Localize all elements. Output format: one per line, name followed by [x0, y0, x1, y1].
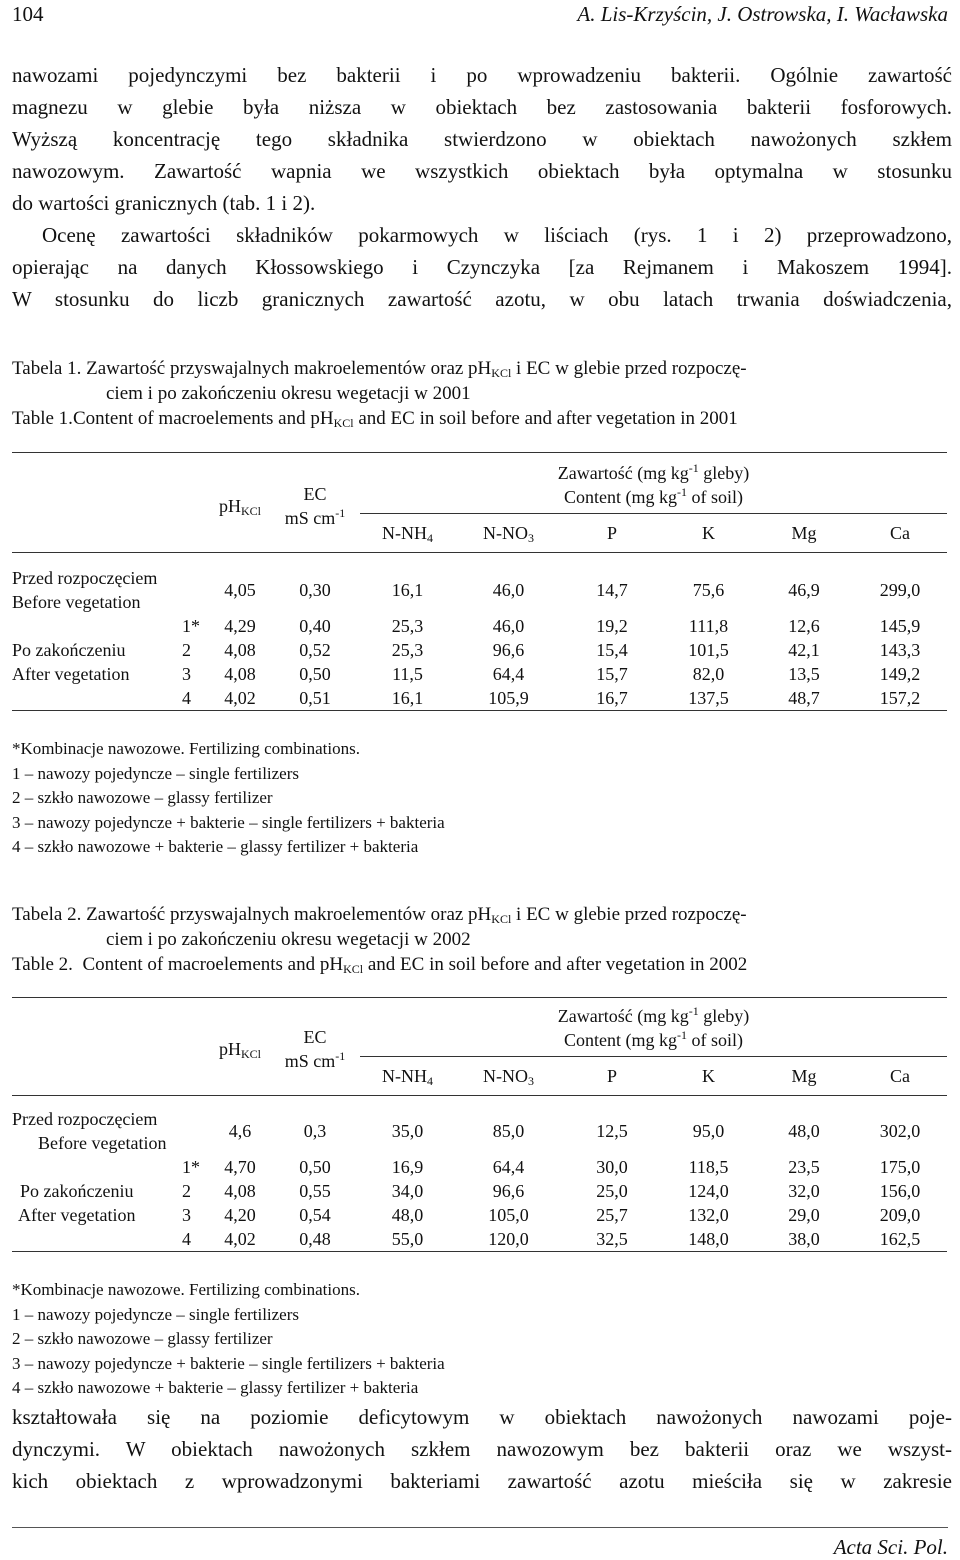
table-row: 4 4,02 0,48 55,0 120,0 32,5 148,0 38,0 162,5 [12, 1227, 947, 1252]
table1 [12, 452, 947, 711]
ph-header: $pH_{KCl}$ [218, 496, 261, 519]
text-line: kich obiektach z wprowadzonymi bakteriami zawartość azotu mieściła się w zakresie [12, 1469, 952, 1493]
table-row: Po zakończeniu 2 4,08 0,55 34,0 96,6 25,0 124,0 32,0 156,0 [12, 1179, 947, 1203]
table-row: 1* 4,29 0,40 25,3 46,0 19,2 111,8 12,6 145,9 [182, 616, 921, 636]
col-ca: Ca [890, 522, 910, 543]
text-line: Ocenę zawartości składników pokarmowych w liściach (rys. 1 i 2) przeprowadzono, [42, 223, 952, 247]
header-row-cols [12, 514, 947, 553]
table-row [12, 552, 947, 566]
text-line: nawozami pojedynczymi bez bakterii i po wprowadzeniu bakterii. Ogólnie zawartość [12, 63, 952, 87]
row-label-after: Po zakończeniu [20, 1181, 134, 1201]
col-p: P [606, 522, 617, 543]
row-label-before: Przed rozpoczęciem Before vegetation [12, 568, 158, 612]
table-row [12, 1095, 947, 1107]
ec-header: EC mS $cm^{-1}$ [284, 1027, 346, 1072]
text-line: nawozowym. Zawartość wapnia we wszystkich obiektach była optymalna w stosunku [12, 159, 952, 183]
col-p: P [606, 1065, 617, 1086]
col-mg: Mg [791, 522, 817, 543]
footer-divider [12, 1527, 948, 1528]
table2-caption [12, 902, 952, 977]
ph-header: $pH_{KCl}$ [218, 1039, 261, 1062]
ec-header: EC mS $cm^{-1}$ [284, 484, 346, 529]
table-row: After vegetation 3 4,20 0,54 48,0 105,0 25,7 132,0 29,0 209,0 [18, 1205, 921, 1225]
content-header: Zawartość (mg $kg^{-1}$ gleby) Content (mg $kg^{-1}$ of soil) [360, 461, 947, 514]
table-row-before: Przed rozpoczęciem Before vegetation 4,05 0,30 16,1 46,0 14,7 75,6 46,9 299,0 [12, 568, 921, 612]
running-authors: A. Lis-Krzyścin, J. Ostrowska, I. Wacławska [577, 2, 948, 26]
col-mg: Mg [791, 1065, 817, 1086]
table-row: 4 4,02 0,51 16,1 105,9 16,7 137,5 48,7 157,2 [12, 686, 947, 711]
table2-notes: *Kombinacje nawozowe. Fertilizing combinations. 1 – nawozy pojedyncze – single fertilizers 2 – szkło nawozowe – glassy fertilizer 3 – nawozy pojedyncze + bakterie – single fertilizers + bakteria 4 – szkło nawozowe + bakterie – glassy fertilizer + bakteria [12, 1280, 445, 1397]
closing-text [12, 1401, 952, 1497]
table-row: 1* 4,70 0,50 16,9 64,4 30,0 118,5 23,5 175,0 [182, 1157, 921, 1177]
col-ca: Ca [890, 1065, 910, 1086]
table2 [12, 997, 947, 1252]
header-row-cols [12, 1057, 947, 1096]
header-row-top [12, 461, 947, 514]
table1-notes: *Kombinacje nawozowe. Fertilizing combinations. 1 – nawozy pojedyncze – single fertilizers 2 – szkło nawozowe – glassy fertilizer 3 – nawozy pojedyncze + bakterie – single fertilizers + bakteria 4 – szkło nawozowe + bakterie – glassy fertilizer + bakteria [12, 739, 445, 856]
table-row: After vegetation 3 4,08 0,50 11,5 64,4 15,7 82,0 13,5 149,2 [12, 664, 921, 684]
page-number: 104 [12, 2, 44, 26]
caption-pl-cont: ciem i po zakończeniu okresu wegetacji w 2001 [106, 383, 471, 404]
journal-name: Acta Sci. Pol. [833, 1535, 948, 1559]
col-nnh4: $N-NH_4$ [382, 522, 433, 545]
row-label-before: Przed rozpoczęciem Before vegetation [12, 1109, 167, 1153]
content-header: Zawartość (mg $kg^{-1}$ gleby) Content (mg $kg^{-1}$ of soil) [360, 1004, 947, 1057]
text-line: do wartości granicznych (tab. 1 i 2). [12, 191, 316, 215]
caption-en: Table 1.Content of macroelements and $pH_{KCl}$ and EC in soil before and after vegetation in 2001 [12, 408, 738, 430]
caption-en: Table 2. Content of macroelements and $pH_{KCl}$ and EC in soil before and after vegetation in 2002 [12, 954, 748, 976]
col-nno3: $N-NO_3$ [483, 522, 534, 545]
running-header [12, 2, 948, 28]
header-row [12, 453, 947, 462]
col-k: K [702, 1065, 715, 1086]
table-row-before: Przed rozpoczęciem Before vegetation 4,6 0,3 35,0 85,0 12,5 95,0 48,0 302,0 [12, 1109, 921, 1153]
text-line: Wyższą koncentrację tego składnika stwierdzono w obiektach nawożonych szkłem [12, 127, 952, 151]
caption-pl: Tabela 1. Zawartość przyswajalnych makroelementów oraz $pH_{KCl}$ i EC w glebie przed rozpoczę- [12, 358, 747, 380]
text-line: magnezu w glebie była niższa w obiektach bez zastosowania bakterii fosforowych. [12, 95, 952, 119]
caption-pl: Tabela 2. Zawartość przyswajalnych makroelementów oraz $pH_{KCl}$ i EC w glebie przed rozpoczę- [12, 904, 747, 926]
text-line: kształtowała się na poziomie deficytowym w obiektach nawożonych nawozami poje- [12, 1405, 952, 1429]
caption-pl-cont: ciem i po zakończeniu okresu wegetacji w 2002 [106, 929, 471, 950]
text-line: dynczymi. W obiektach nawożonych szkłem nawozowym bez bakterii oraz we wszyst- [12, 1437, 952, 1461]
row-label-after: Po zakończeniu [12, 640, 126, 660]
text-line: opierając na danych Kłossowskiego i Czynczyka [za Rejmanem i Makoszem 1994]. [12, 255, 952, 279]
table1-caption [12, 356, 952, 431]
col-k: K [702, 522, 715, 543]
text-line: W stosunku do liczb granicznych zawartość azotu, w obu latach trwania doświadczenia, [12, 287, 952, 311]
header-row-top [12, 1004, 947, 1057]
intro-text [12, 59, 952, 315]
table-row: Po zakończeniu 2 4,08 0,52 25,3 96,6 15,4 101,5 42,1 143,3 [12, 640, 921, 660]
col-nnh4: $N-NH_4$ [382, 1065, 433, 1088]
col-nno3: $N-NO_3$ [483, 1065, 534, 1088]
